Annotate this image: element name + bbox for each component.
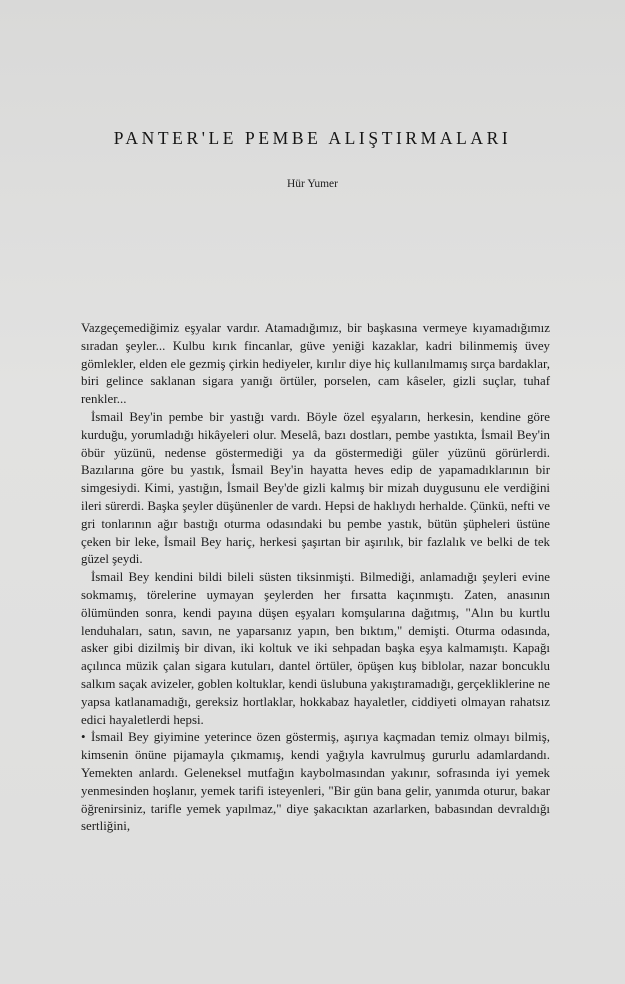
paragraph-text: İsmail Bey kendini bildi bileli süsten tiksinmişti. Bilmediği, anlamadığı şeyleri evine sokmamış, törelerine uymayan şeylerden her fırsatta kaçınmıştı. Zaten, anasının ölümünden sonra, kendi payına düşen eşyaları komşularına dağıtmış, "Alın bu kurtlu lenduhaları, satın, savın, ne yaparsanız yapın, ben bıktım," demişti. Oturma odasında, asker gibi dizilmiş bir divan, iki koltuk ve iki sehpadan başka eşya kalmamıştı. Kapağı açılınca müzik çalan sigara kutuları, dantel örtüler, öpüşen kuş biblolar, nazar boncuklu salkım saçak avizeler, goblen koltuklar, kendi üslubuna yakıştıramadığı, gerçekliklerine ne yapsa katlanamadığı, gereksiz hortlaklar, hokkabaz hayaletler, ciddiyeti olmayan rahatsız edici hayaletlerdi hepsi. [81,570,550,727]
paragraph-text: İsmail Bey giyimine yeterince özen göstermiş, aşırıya kaçmadan temiz olmayı bilmiş, kimsenin önüne pijamayla çıkmamış, kendi yağıyla kavrulmuş gururlu adamlardandı. Yemekten anlardı. Geleneksel mutfağın kaybolmasından yakınır, sofrasında iyi yemek yenmesinden hoşlanır, yemek tarifi isteyenleri, "Bir gün bana gelir, yanımda oturur, bakar öğrenirsiniz, tarifle yemek yapılmaz," diye şakacıktan azarlarken, babasından devraldığı sertliğini, [81,730,550,834]
article-title: PANTER'LE PEMBE ALIŞTIRMALARI [113,128,512,148]
article-body [81,320,550,836]
paragraph-2 [81,409,550,569]
paragraph-1 [81,320,550,409]
paragraph-4 [81,729,550,836]
paragraph-3 [81,569,550,729]
paragraph-text: İsmail Bey'in pembe bir yastığı vardı. Böyle özel eşyaların, herkesin, kendine göre kurduğu, yorumladığı hikâyeleri olur. Meselâ, bazı dostları, pembe yastıkta, İsmail Bey'in öbür yüzünü, nedense göstermediği ya da göstermediği güler yüzünü görürlerdi. Bazılarına göre bu yastık, İsmail Bey'in hayatta heves edip de yapamadıklarının bir simgesiydi. Kimi, yastığın, İsmail Bey'de gizli kalmış bir mizah duygusunu ele verdiğini ileri sürerdi. Başka şeyler düşünenler de vardı. Hepsi de haklıydı herhalde. Çünkü, nefti ve gri tonlarının ağır bastığı oturma odasındaki bu pembe yastık, bütün şüpheleri üstüne çeken bir leke, İsmail Bey hariç, herkesi şaşırtan bir aşırılık, bir fazlalık ve belki de tek güzel şeydi. [81,409,550,567]
bullet-mark: • [81,730,86,745]
paragraph-text: Vazgeçemediğimiz eşyalar vardır. Atamadığımız, bir başkasına vermeye kıyamadığımız sıradan şeyler... Kulbu kırık fincanlar, güve yeniği kazaklar, kadri bilinmemiş üvey gömlekler, elden ele gezmiş çirkin hediyeler, kırılır diye hiç kullanılmamış sırça bardaklar, biri gelince saklanan sigara yanığı örtüler, porselen, cam kâseler, gizli suçlar, tuhaf renkler... [81,321,550,407]
article-author: Hür Yumer [287,178,338,190]
